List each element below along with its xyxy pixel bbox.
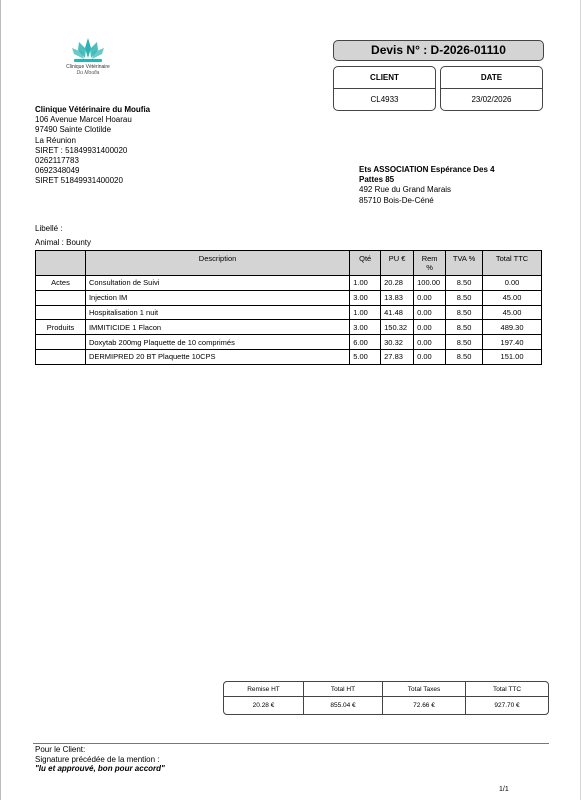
row-category: Produits bbox=[36, 320, 86, 335]
footer-line2: Signature précédée de la mention : bbox=[35, 754, 160, 764]
total-taxes-value: 72.66 € bbox=[413, 702, 435, 709]
row-category bbox=[36, 335, 86, 350]
totals-total-taxes bbox=[383, 682, 465, 715]
row-vat: 8.50 bbox=[446, 276, 483, 291]
totals-remise-ht bbox=[224, 682, 303, 715]
footer-mention: "lu et approuvé, bon pour accord" bbox=[35, 764, 165, 773]
row-category: Actes bbox=[36, 276, 86, 291]
row-unit-price: 41.48 bbox=[381, 305, 414, 320]
totals-total-ht bbox=[304, 682, 382, 715]
row-unit-price: 27.83 bbox=[381, 349, 414, 364]
recipient-line: 85710 Bois-De-Céné bbox=[359, 195, 434, 205]
column-header-vat: TVA % bbox=[446, 251, 483, 276]
sender-line: SIRET 51849931400020 bbox=[35, 176, 123, 186]
table-row bbox=[36, 276, 542, 291]
column-header-category bbox=[36, 251, 86, 276]
remise-ht-value: 20.28 € bbox=[252, 702, 275, 709]
table-header-row bbox=[36, 251, 542, 276]
row-vat: 8.50 bbox=[446, 335, 483, 350]
total-ht-value: 855.04 € bbox=[330, 702, 356, 709]
remise-ht-label: Remise HT bbox=[224, 682, 303, 697]
row-total: 489.30 bbox=[483, 320, 542, 335]
row-unit-price: 13.83 bbox=[381, 290, 414, 305]
sender-line: 97490 Sainte Clotilde bbox=[35, 125, 112, 135]
row-category bbox=[36, 290, 86, 305]
clinic-logo-icon bbox=[68, 36, 108, 64]
recipient-name-line1: Ets ASSOCIATION Espérance Des 4 bbox=[359, 165, 495, 174]
total-ttc-value: 927.70 € bbox=[494, 702, 520, 709]
sender-line: 0262117783 bbox=[35, 156, 79, 166]
clinic-logo bbox=[57, 36, 119, 86]
row-qty: 3.00 bbox=[350, 320, 381, 335]
recipient-line: 492 Rue du Grand Marais bbox=[359, 185, 452, 195]
sender-name: Clinique Vétérinaire du Moufia bbox=[35, 105, 151, 114]
row-total: 151.00 bbox=[483, 349, 542, 364]
client-value: CL4933 bbox=[370, 95, 399, 104]
recipient-address bbox=[359, 165, 529, 206]
table-row bbox=[36, 290, 542, 305]
row-discount: 0.00 bbox=[414, 320, 446, 335]
sender-line: 0692348049 bbox=[35, 166, 80, 176]
row-discount: 0.00 bbox=[414, 290, 446, 305]
row-total: 45.00 bbox=[483, 305, 542, 320]
totals-box bbox=[223, 681, 549, 715]
row-qty: 5.00 bbox=[350, 349, 381, 364]
row-total: 45.00 bbox=[483, 290, 542, 305]
row-vat: 8.50 bbox=[446, 305, 483, 320]
table-row bbox=[36, 335, 542, 350]
row-category bbox=[36, 349, 86, 364]
footer-line1: Pour le Client: bbox=[35, 745, 86, 754]
row-unit-price: 150.32 bbox=[381, 320, 414, 335]
total-ttc-label: Total TTC bbox=[466, 682, 548, 697]
row-discount: 0.00 bbox=[414, 349, 446, 364]
date-label: DATE bbox=[441, 67, 542, 89]
logo-text-line1: Clinique Vétérinaire bbox=[66, 64, 110, 70]
date-box bbox=[440, 66, 543, 111]
row-vat: 8.50 bbox=[446, 349, 483, 364]
row-discount: 0.00 bbox=[414, 335, 446, 350]
quote-number-title: Devis N° : D-2026-01110 bbox=[333, 40, 544, 61]
row-total: 0.00 bbox=[483, 276, 542, 291]
row-vat: 8.50 bbox=[446, 290, 483, 305]
row-description: IMMITICIDE 1 Flacon bbox=[85, 320, 349, 335]
total-ht-label: Total HT bbox=[304, 682, 382, 697]
row-discount: 0.00 bbox=[414, 305, 446, 320]
total-taxes-label: Total Taxes bbox=[383, 682, 465, 697]
logo-text-line2: Du Moufia bbox=[76, 70, 100, 76]
sender-address bbox=[35, 105, 150, 187]
row-vat: 8.50 bbox=[446, 320, 483, 335]
row-description: Hospitalisation 1 nuit bbox=[85, 305, 349, 320]
sender-line: SIRET : 51849931400020 bbox=[35, 145, 128, 155]
client-label: CLIENT bbox=[334, 67, 435, 89]
sender-line: La Réunion bbox=[35, 135, 76, 145]
table-row bbox=[36, 320, 542, 335]
row-description: Consultation de Suivi bbox=[85, 276, 349, 291]
row-unit-price: 30.32 bbox=[381, 335, 414, 350]
row-qty: 1.00 bbox=[350, 276, 381, 291]
animal-label: Animal : Bounty bbox=[35, 238, 92, 247]
table-row bbox=[36, 305, 542, 320]
row-category bbox=[36, 305, 86, 320]
row-unit-price: 20.28 bbox=[381, 276, 414, 291]
column-header-total: Total TTC bbox=[483, 251, 542, 276]
libelle-label: Libellé : bbox=[35, 224, 63, 233]
row-description: Doxytab 200mg Plaquette de 10 comprimés bbox=[85, 335, 349, 350]
column-header-discount: Rem % bbox=[414, 251, 446, 276]
items-table bbox=[35, 250, 542, 365]
row-qty: 3.00 bbox=[350, 290, 381, 305]
recipient-name-line2: Pattes 85 bbox=[359, 175, 395, 185]
row-qty: 1.00 bbox=[350, 305, 381, 320]
client-box bbox=[333, 66, 436, 111]
footer-divider bbox=[33, 743, 549, 744]
signature-block bbox=[35, 745, 165, 774]
totals-total-ttc bbox=[466, 682, 548, 715]
date-value: 23/02/2026 bbox=[471, 95, 512, 104]
row-description: Injection IM bbox=[85, 290, 349, 305]
column-header-unit-price: PU € bbox=[381, 251, 414, 276]
sender-line: 106 Avenue Marcel Hoarau bbox=[35, 115, 132, 125]
page-number: 1/1 bbox=[499, 786, 509, 793]
row-total: 197.40 bbox=[483, 335, 542, 350]
row-description: DERMIPRED 20 BT Plaquette 10CPS bbox=[85, 349, 349, 364]
table-row bbox=[36, 349, 542, 364]
column-header-description: Description bbox=[85, 251, 349, 276]
column-header-qty: Qté bbox=[350, 251, 381, 276]
row-qty: 6.00 bbox=[350, 335, 381, 350]
row-discount: 100.00 bbox=[414, 276, 446, 291]
